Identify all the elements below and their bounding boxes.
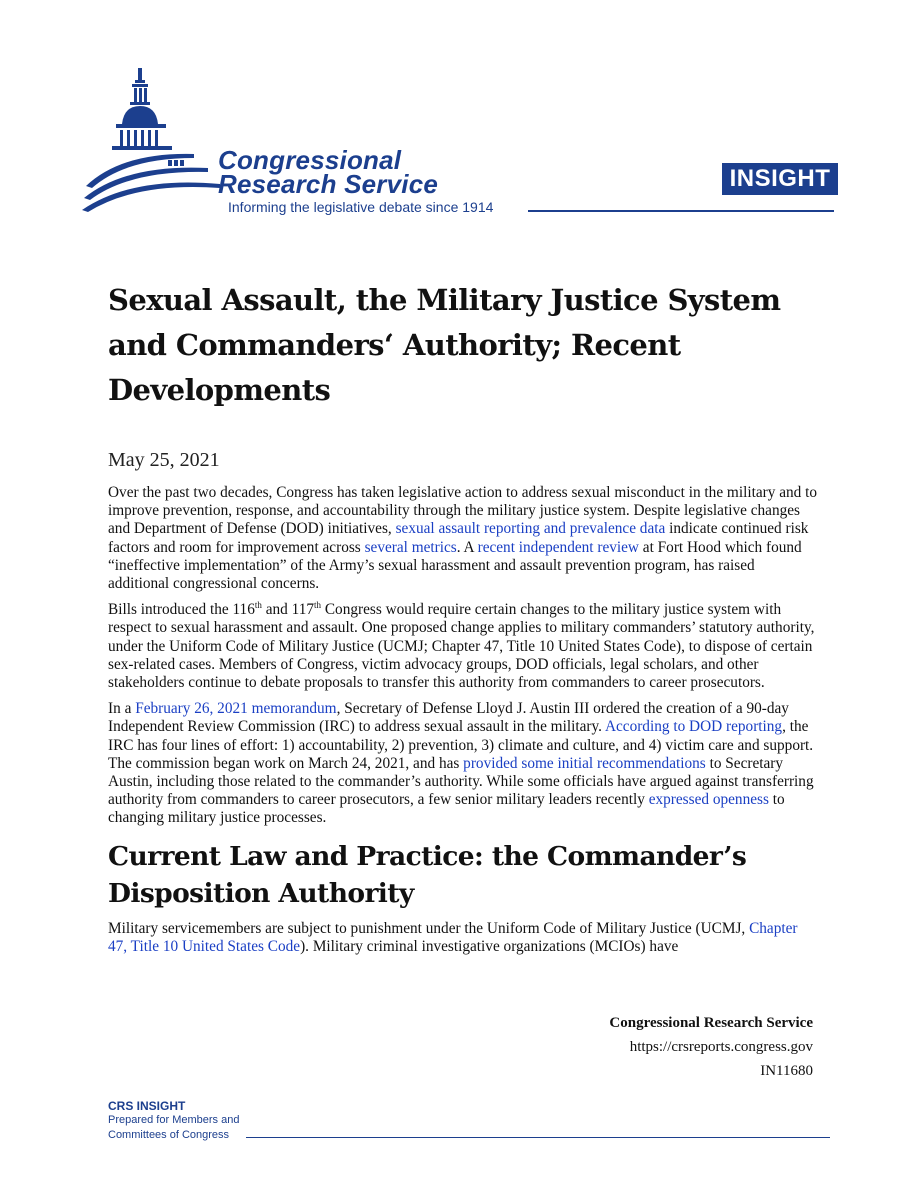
text-run: and 117 — [261, 601, 314, 619]
link-sexual-assault-data[interactable]: sexual assault reporting and prevalence data — [395, 520, 666, 538]
text-run: Congress would require certain changes to the military justice system with respect to sexual harassment and assault. One proposed change applies to military commanders’ statutory authority, under the Uniform Code of Military Justice (UCMJ; Chapter 47, Title 10 United States Code), to dispose of certain sex-related cases. Members of Congress, victim advocacy groups, DOD officials, legal scholars, and other stakeholders continue to debate proposals to transfer this authority from commanders to career prosecutors. — [108, 601, 815, 692]
footer-url: https://crsreports.congress.gov — [629, 1039, 813, 1055]
org-tagline: Informing the legislative debate since 1914 — [228, 199, 494, 215]
paragraph-current-law — [108, 920, 818, 956]
footer-org-name: Congressional Research Service — [609, 1015, 813, 1031]
text-run: indicate continued risk factors and room for improvement across — [108, 520, 809, 556]
footer-prepared-line-1: Prepared for Members and — [108, 1114, 240, 1126]
text-run: In a — [108, 700, 136, 718]
text-run: , Secretary of Defense Lloyd J. Austin III ordered the creation of a 90-day Independent Review Commission (IRC) to address sexual assault in the military. — [108, 700, 789, 736]
link-chapter-47[interactable]: Chapter 47, Title 10 United States Code — [108, 919, 798, 955]
footer-series-info — [108, 1099, 239, 1143]
page-title: Sexual Assault, the Military Justice System and Commanders‘ Authority; Recent Developments — [108, 283, 781, 407]
text-run: to Secretary Austin, including those related to the commander’s authority. While some officials have argued against transferring authority from commanders to career prosecutors, a few senior military leaders recently — [108, 754, 814, 809]
ordinal-suffix: th — [254, 600, 262, 611]
link-memorandum[interactable]: February 26, 2021 memorandum — [135, 700, 337, 718]
report-id: IN11680 — [760, 1063, 813, 1079]
text-run: at Fort Hood which found “ineffective implementation” of the Army’s sexual harassment and assault prevention program, has raised additional congressional concerns. — [108, 538, 802, 593]
paragraph-bills — [108, 601, 818, 692]
link-dod-reporting[interactable]: According to DOD reporting — [604, 718, 783, 736]
text-run: to changing military justice processes. — [108, 791, 785, 827]
link-initial-recommendations[interactable]: provided some initial recommendations — [463, 754, 706, 772]
insight-badge: INSIGHT — [722, 163, 838, 195]
footer-prepared-line-2: Committees of Congress — [108, 1129, 230, 1141]
section-heading: Current Law and Practice: the Commander’s Disposition Authority — [108, 840, 747, 909]
publication-date: May 25, 2021 — [108, 449, 220, 471]
text-run: Bills introduced the 116 — [108, 601, 255, 619]
org-name-line-2: Research Service — [218, 169, 439, 199]
text-run: . A — [456, 538, 478, 556]
text-run: ). Military criminal investigative organizations (MCIOs) have — [300, 937, 679, 955]
org-name-line-1: Congressional — [218, 145, 402, 175]
header-divider — [528, 210, 834, 212]
footer-report-info — [609, 1013, 813, 1081]
footer-divider — [246, 1137, 830, 1138]
link-recent-independent-review[interactable]: recent independent review — [477, 538, 639, 556]
paragraph-intro — [108, 484, 818, 593]
capitol-dome-icon — [82, 66, 222, 216]
link-several-metrics[interactable]: several metrics — [364, 538, 457, 556]
text-run: , the IRC has four lines of effort: 1) accountability, 2) prevention, 3) climate and culture, and 4) victim care and support. The commission began work on March 24, 2021, and has — [108, 718, 814, 772]
ordinal-suffix: th — [314, 600, 322, 611]
link-expressed-openness[interactable]: expressed openness — [648, 791, 769, 809]
document-body — [108, 484, 818, 964]
footer-series-name: CRS INSIGHT — [108, 1099, 186, 1113]
paragraph-irc — [108, 700, 818, 827]
text-run: Over the past two decades, Congress has taken legislative action to address sexual misconduct in the military and to improve prevention, response, and accountability through the military justice system. Despite legislative changes and Department of Defense (DOD) initiatives, — [108, 484, 817, 538]
text-run: Military servicemembers are subject to punishment under the Uniform Code of Military Justice (UCMJ, — [108, 919, 750, 937]
